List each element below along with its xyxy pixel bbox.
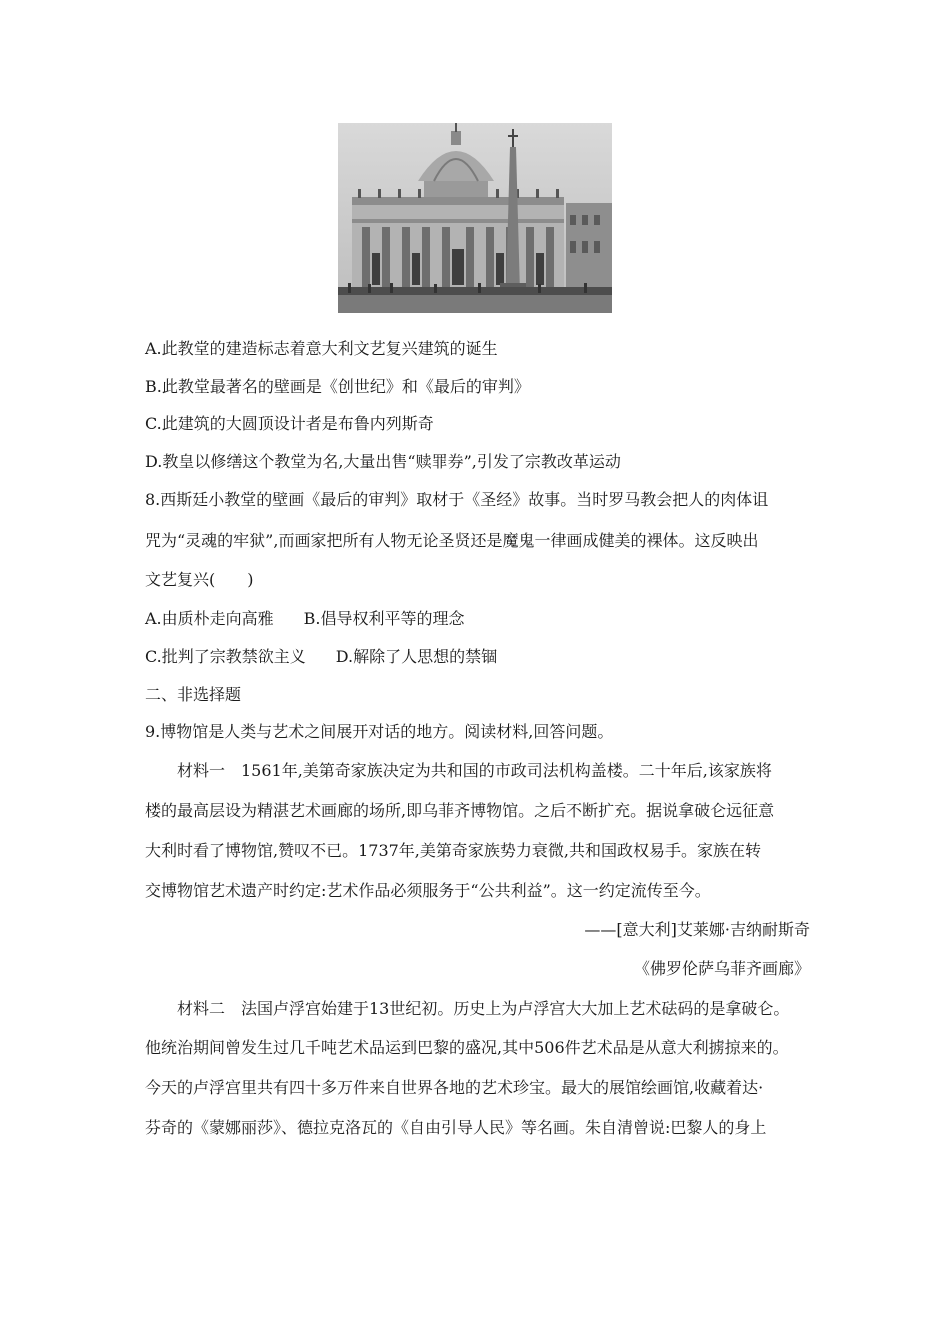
q8-options-row-1 [145, 608, 810, 630]
basilica-photo [338, 123, 612, 313]
material1-source-title: 《佛罗伦萨乌菲齐画廊》 [633, 959, 810, 978]
material2-line-1: 材料二 法国卢浮宫始建于13世纪初。历史上为卢浮宫大大加上艺术砝码的是拿破仑。 [177, 999, 790, 1018]
q7-option-b: B.此教堂最著名的壁画是《创世纪》和《最后的审判》 [145, 377, 530, 396]
q7-option-c: C.此建筑的大圆顶设计者是布鲁内列斯奇 [145, 414, 434, 433]
material2-line-3: 今天的卢浮宫里共有四十多万件来自世界各地的艺术珍宝。最大的展馆绘画馆,收藏着达· [145, 1078, 764, 1097]
q8-options-row-2 [145, 646, 810, 668]
q8-stem-line-3: 文艺复兴( ) [145, 570, 254, 589]
material1-line-1: 材料一 1561年,美第奇家族决定为共和国的市政司法机构盖楼。二十年后,该家族将 [177, 761, 772, 780]
q8-option-b: B.倡导权利平等的理念 [303, 609, 465, 628]
q8-option-c: C.批判了宗教禁欲主义 [145, 647, 306, 666]
q8-option-d: D.解除了人思想的禁锢 [335, 647, 498, 666]
q9-stem: 9.博物馆是人类与艺术之间展开对话的地方。阅读材料,回答问题。 [145, 722, 614, 741]
material2-line-4: 芬奇的《蒙娜丽莎》、德拉克洛瓦的《自由引导人民》等名画。朱自清曾说:巴黎人的身上 [145, 1118, 767, 1137]
material1-line-4: 交博物馆艺术遗产时约定:艺术作品必须服务于“公共利益”。这一约定流传至今。 [145, 881, 711, 900]
q8-stem-line-1: 8.西斯廷小教堂的壁画《最后的审判》取材于《圣经》故事。当时罗马教会把人的肉体诅 [145, 490, 769, 509]
material1-source-author: ——[意大利]艾莱娜·吉纳耐斯奇 [584, 920, 810, 939]
material1-line-2: 楼的最高层设为精湛艺术画廊的场所,即乌菲齐博物馆。之后不断扩充。据说拿破仑远征意 [145, 801, 775, 820]
material2-line-2: 他统治期间曾发生过几千吨艺术品运到巴黎的盛况,其中506件艺术品是从意大利掳掠来的。 [145, 1038, 789, 1057]
section-heading: 二、非选择题 [145, 685, 242, 704]
q8-stem-line-2: 咒为“灵魂的牢狱”,而画家把所有人物无论圣贤还是魔鬼一律画成健美的裸体。这反映出 [145, 531, 759, 550]
q8-option-a: A.由质朴走向高雅 [145, 609, 274, 628]
q7-option-d: D.教皇以修缮这个教堂为名,大量出售“赎罪券”,引发了宗教改革运动 [145, 452, 621, 471]
material1-line-3: 大利时看了博物馆,赞叹不已。1737年,美第奇家族势力衰微,共和国政权易手。家族在转 [145, 841, 761, 860]
q7-option-a: A.此教堂的建造标志着意大利文艺复兴建筑的诞生 [145, 339, 498, 358]
